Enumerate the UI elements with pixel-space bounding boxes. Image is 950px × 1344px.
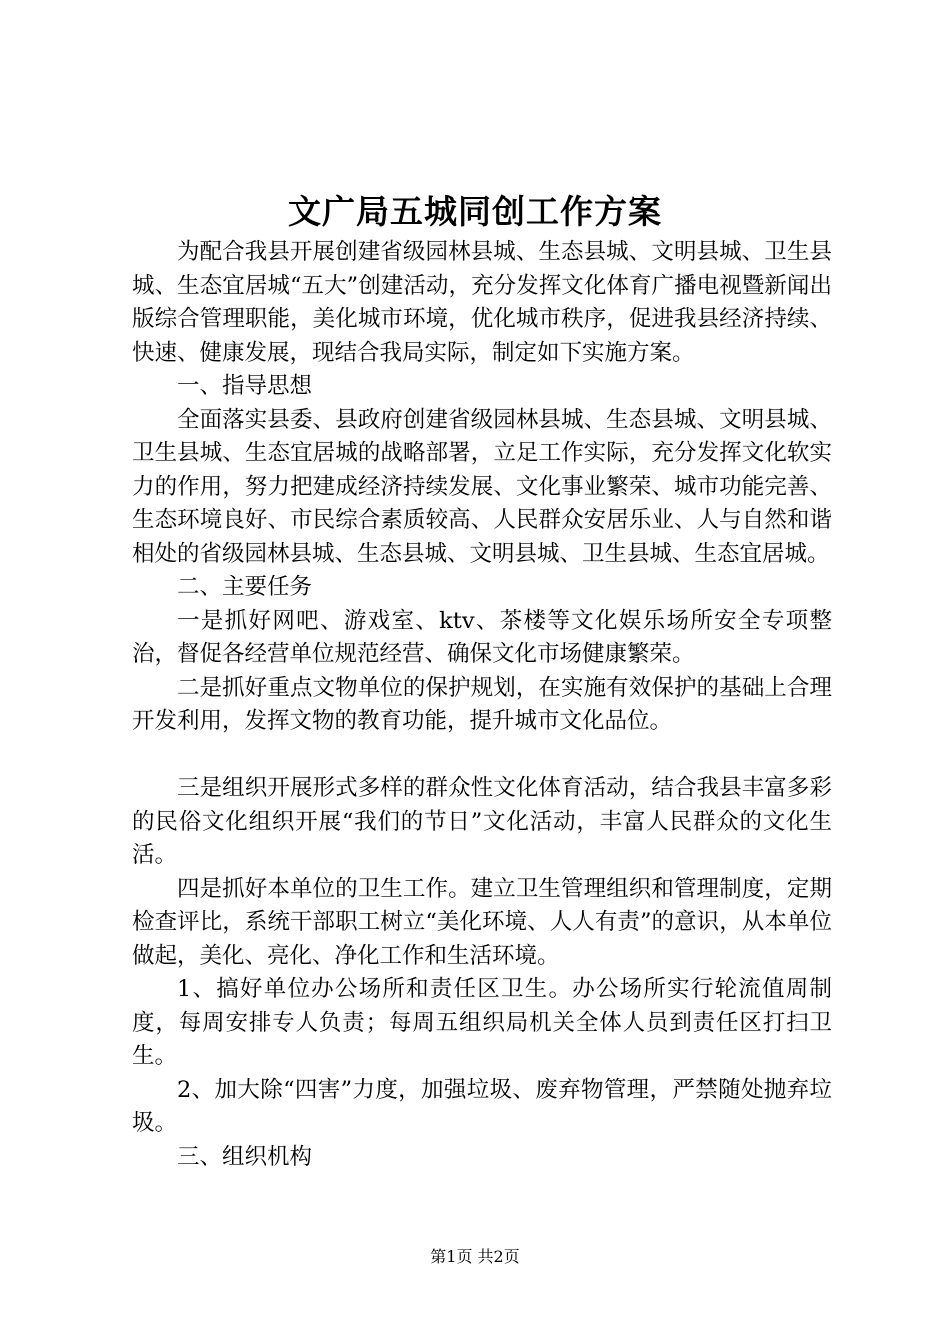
task4-paragraph: 四是抓好本单位的卫生工作。建立卫生管理组织和管理制度，定期检查评比，系统干部职工树立“美化环境、人人有责”的意识，从本单位做起，美化、亮化、净化工作和生活环境。 [132, 875, 832, 969]
document-body [132, 236, 832, 1174]
section2-heading: 二、主要任务 [177, 574, 313, 600]
section1-heading: 一、指导思想 [177, 373, 313, 399]
task2-paragraph: 二是抓好重点文物单位的保护规划，在实施有效保护的基础上合理开发利用，发挥文物的教育功能，提升城市文化品位。 [132, 674, 832, 734]
item2-paragraph: 2、加大除“四害”力度，加强垃圾、废弃物管理，严禁随处抛弃垃圾。 [132, 1076, 832, 1136]
task1-paragraph: 一是抓好网吧、游戏室、ktv、茶楼等文化娱乐场所安全专项整治，督促各经营单位规范经营、确保文化市场健康繁荣。 [132, 607, 832, 667]
section1-paragraph: 全面落实县委、县政府创建省级园林县城、生态县城、文明县城、卫生县城、生态宜居城的战略部署，立足工作实际，充分发挥文化软实力的作用，努力把建成经济持续发展、文化事业繁荣、城市功能完善、生态环境良好、市民综合素质较高、人民群众安居乐业、人与自然和谐相处的省级园林县城、生态县城、文明县城、卫生县城、生态宜居城。 [132, 406, 832, 567]
page-footer: 第1页 共2页 [430, 1247, 520, 1266]
task3-paragraph: 三是组织开展形式多样的群众性文化体育活动，结合我县丰富多彩的民俗文化组织开展“我们的节日”文化活动，丰富人民群众的文化生活。 [132, 775, 832, 868]
document-title: 文广局五城同创工作方案 [288, 192, 662, 231]
intro-paragraph: 为配合我县开展创建省级园林县城、生态县城、文明县城、卫生县城、生态宜居城“五大”创建活动，充分发挥文化体育广播电视暨新闻出版综合管理职能，美化城市环境，优化城市秩序，促进我县经济持续、快速、健康发展，现结合我局实际，制定如下实施方案。 [132, 239, 832, 366]
blank-line [132, 739, 832, 773]
item1-paragraph: 1、搞好单位办公场所和责任区卫生。办公场所实行轮流值周制度，每周安排专人负责；每周五组织局机关全体人员到责任区打扫卫生。 [132, 976, 832, 1069]
section3-heading: 三、组织机构 [177, 1143, 313, 1170]
